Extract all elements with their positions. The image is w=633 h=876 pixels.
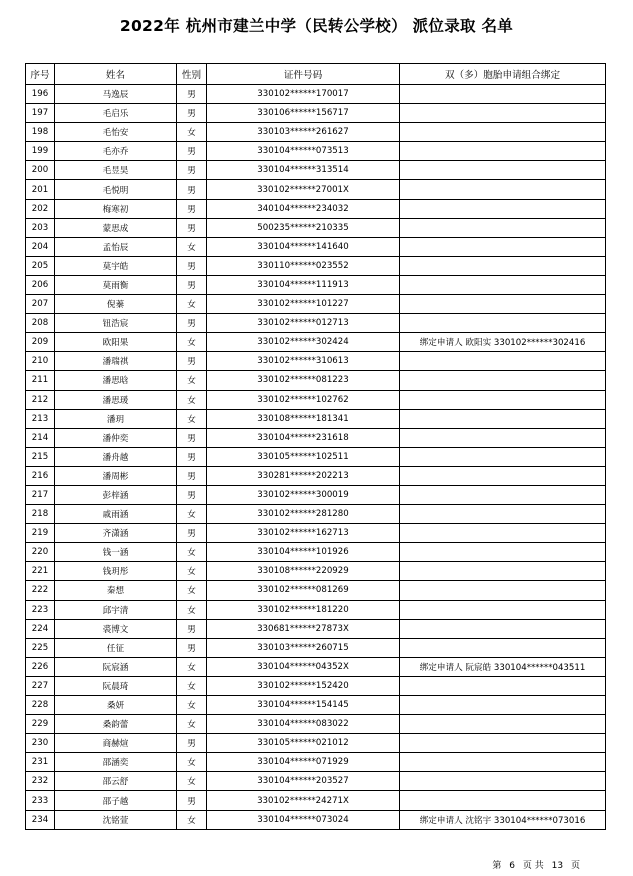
- header-twin-binding: 双（多）胞胎申请组合绑定: [400, 64, 606, 85]
- student-gender: 男: [177, 314, 207, 333]
- twin-binding: 绑定申请人 沈铭宇 330104******073016: [400, 810, 606, 829]
- twin-binding: [400, 466, 606, 485]
- student-id: 330102******101227: [207, 295, 400, 314]
- student-name: 裘博文: [55, 619, 177, 638]
- twin-binding: [400, 428, 606, 447]
- table-row: [26, 600, 606, 619]
- student-id: 330104******231618: [207, 428, 400, 447]
- row-number: 206: [26, 275, 55, 294]
- row-number: 200: [26, 161, 55, 180]
- student-gender: 女: [177, 237, 207, 256]
- row-number: 215: [26, 447, 55, 466]
- row-number: 210: [26, 352, 55, 371]
- student-id: 330105******021012: [207, 734, 400, 753]
- twin-binding: [400, 142, 606, 161]
- student-name: 莫雨衡: [55, 275, 177, 294]
- twin-binding: [400, 772, 606, 791]
- table-row: [26, 772, 606, 791]
- student-gender: 女: [177, 696, 207, 715]
- header-id-number: 证件号码: [207, 64, 400, 85]
- table-row: [26, 390, 606, 409]
- table-row: [26, 638, 606, 657]
- student-gender: 男: [177, 638, 207, 657]
- twin-binding: [400, 295, 606, 314]
- student-name: 戚雨涵: [55, 505, 177, 524]
- row-number: 217: [26, 485, 55, 504]
- table-row: [26, 161, 606, 180]
- table-row: [26, 275, 606, 294]
- table-row: [26, 485, 606, 504]
- student-gender: 女: [177, 371, 207, 390]
- student-id: 330102******081223: [207, 371, 400, 390]
- twin-binding: [400, 218, 606, 237]
- row-number: 231: [26, 753, 55, 772]
- row-number: 203: [26, 218, 55, 237]
- student-gender: 女: [177, 390, 207, 409]
- student-id: 330102******24271X: [207, 791, 400, 810]
- twin-binding: [400, 524, 606, 543]
- student-name: 潘舟越: [55, 447, 177, 466]
- student-id: 340104******234032: [207, 199, 400, 218]
- twin-binding: [400, 734, 606, 753]
- row-number: 204: [26, 237, 55, 256]
- student-gender: 男: [177, 485, 207, 504]
- student-name: 孟怡辰: [55, 237, 177, 256]
- student-gender: 女: [177, 295, 207, 314]
- student-gender: 男: [177, 791, 207, 810]
- row-number: 232: [26, 772, 55, 791]
- twin-binding: [400, 753, 606, 772]
- student-id: 330104******071929: [207, 753, 400, 772]
- row-number: 224: [26, 619, 55, 638]
- student-id: 330108******181341: [207, 409, 400, 428]
- student-id: 500235******210335: [207, 218, 400, 237]
- twin-binding: [400, 600, 606, 619]
- table-row: [26, 199, 606, 218]
- student-gender: 女: [177, 543, 207, 562]
- student-id: 330281******202213: [207, 466, 400, 485]
- twin-binding: [400, 791, 606, 810]
- row-number: 227: [26, 676, 55, 695]
- student-name: 阮晨琦: [55, 676, 177, 695]
- table-row: [26, 581, 606, 600]
- student-name: 彭梓涵: [55, 485, 177, 504]
- row-number: 216: [26, 466, 55, 485]
- twin-binding: [400, 256, 606, 275]
- student-name: 毛怡安: [55, 123, 177, 142]
- table-row: [26, 123, 606, 142]
- student-name: 潘瑞祺: [55, 352, 177, 371]
- table-row: [26, 428, 606, 447]
- student-gender: 女: [177, 676, 207, 695]
- student-gender: 男: [177, 180, 207, 199]
- twin-binding: [400, 314, 606, 333]
- student-name: 桑妍: [55, 696, 177, 715]
- student-id: 330104******073024: [207, 810, 400, 829]
- student-gender: 男: [177, 466, 207, 485]
- student-id: 330102******162713: [207, 524, 400, 543]
- student-gender: 男: [177, 256, 207, 275]
- table-row: [26, 142, 606, 161]
- table-row: [26, 256, 606, 275]
- twin-binding: [400, 619, 606, 638]
- student-gender: 男: [177, 142, 207, 161]
- twin-binding: [400, 696, 606, 715]
- student-name: 毛悦明: [55, 180, 177, 199]
- student-name: 邵涵奕: [55, 753, 177, 772]
- twin-binding: [400, 161, 606, 180]
- twin-binding: [400, 371, 606, 390]
- student-id: 330106******156717: [207, 104, 400, 123]
- student-name: 沈铭萱: [55, 810, 177, 829]
- student-id: 330102******170017: [207, 85, 400, 104]
- table-row: [26, 696, 606, 715]
- admission-table: [25, 63, 606, 830]
- row-number: 198: [26, 123, 55, 142]
- twin-binding: [400, 180, 606, 199]
- student-name: 马逸辰: [55, 85, 177, 104]
- student-id: 330105******102511: [207, 447, 400, 466]
- table-row: [26, 505, 606, 524]
- twin-binding: [400, 199, 606, 218]
- twin-binding: [400, 390, 606, 409]
- row-number: 230: [26, 734, 55, 753]
- student-gender: 男: [177, 104, 207, 123]
- student-name: 任征: [55, 638, 177, 657]
- student-name: 毛启乐: [55, 104, 177, 123]
- twin-binding: [400, 543, 606, 562]
- twin-binding: [400, 485, 606, 504]
- student-id: 330681******27873X: [207, 619, 400, 638]
- student-gender: 女: [177, 505, 207, 524]
- student-gender: 男: [177, 85, 207, 104]
- twin-binding: [400, 562, 606, 581]
- twin-binding: [400, 581, 606, 600]
- row-number: 199: [26, 142, 55, 161]
- table-row: [26, 295, 606, 314]
- student-name: 梅寒初: [55, 199, 177, 218]
- student-id: 330102******102762: [207, 390, 400, 409]
- table-row: [26, 676, 606, 695]
- student-name: 潘周彬: [55, 466, 177, 485]
- student-id: 330103******261627: [207, 123, 400, 142]
- student-id: 330104******04352X: [207, 657, 400, 676]
- table-header-row: [26, 64, 606, 85]
- student-gender: 女: [177, 600, 207, 619]
- table-row: [26, 180, 606, 199]
- student-gender: 男: [177, 524, 207, 543]
- student-gender: 男: [177, 218, 207, 237]
- student-id: 330102******27001X: [207, 180, 400, 199]
- table-row: [26, 409, 606, 428]
- page-footer: [487, 858, 580, 871]
- table-row: [26, 218, 606, 237]
- table-row: [26, 524, 606, 543]
- student-gender: 女: [177, 562, 207, 581]
- student-id: 330102******081269: [207, 581, 400, 600]
- student-id: 330102******012713: [207, 314, 400, 333]
- student-name: 邵云舒: [55, 772, 177, 791]
- student-id: 330104******101926: [207, 543, 400, 562]
- student-gender: 男: [177, 447, 207, 466]
- student-name: 潘玥: [55, 409, 177, 428]
- row-number: 197: [26, 104, 55, 123]
- table-row: [26, 734, 606, 753]
- twin-binding: [400, 409, 606, 428]
- row-number: 205: [26, 256, 55, 275]
- table-row: [26, 753, 606, 772]
- student-id: 330102******181220: [207, 600, 400, 619]
- table-row: [26, 352, 606, 371]
- student-name: 桑韵蕾: [55, 715, 177, 734]
- table-row: [26, 447, 606, 466]
- student-id: 330104******073513: [207, 142, 400, 161]
- row-number: 219: [26, 524, 55, 543]
- header-name: 姓名: [55, 64, 177, 85]
- twin-binding: [400, 275, 606, 294]
- twin-binding: 绑定申请人 欧阳实 330102******302416: [400, 333, 606, 352]
- student-name: 邵子越: [55, 791, 177, 810]
- table-row: [26, 543, 606, 562]
- student-gender: 女: [177, 123, 207, 142]
- student-gender: 男: [177, 734, 207, 753]
- student-name: 潘思瑗: [55, 390, 177, 409]
- student-name: 蒙思成: [55, 218, 177, 237]
- student-id: 330102******300019: [207, 485, 400, 504]
- twin-binding: [400, 352, 606, 371]
- student-id: 330104******154145: [207, 696, 400, 715]
- twin-binding: [400, 447, 606, 466]
- student-gender: 女: [177, 753, 207, 772]
- table-row: [26, 810, 606, 829]
- student-gender: 男: [177, 352, 207, 371]
- twin-binding: [400, 505, 606, 524]
- footer-page: 6: [509, 861, 516, 871]
- row-number: 214: [26, 428, 55, 447]
- student-id: 330102******152420: [207, 676, 400, 695]
- header-gender: 性别: [177, 64, 207, 85]
- row-number: 225: [26, 638, 55, 657]
- table-row: [26, 562, 606, 581]
- student-name: 邱宇清: [55, 600, 177, 619]
- student-name: 毛昱昊: [55, 161, 177, 180]
- row-number: 202: [26, 199, 55, 218]
- student-name: 毛亦乔: [55, 142, 177, 161]
- row-number: 223: [26, 600, 55, 619]
- twin-binding: [400, 715, 606, 734]
- table-row: [26, 371, 606, 390]
- row-number: 221: [26, 562, 55, 581]
- student-name: 钱玥彤: [55, 562, 177, 581]
- row-number: 212: [26, 390, 55, 409]
- student-gender: 男: [177, 161, 207, 180]
- student-name: 阮宸涵: [55, 657, 177, 676]
- table-row: [26, 85, 606, 104]
- row-number: 201: [26, 180, 55, 199]
- student-gender: 女: [177, 715, 207, 734]
- footer-mid: 页 共: [522, 861, 544, 871]
- twin-binding: [400, 123, 606, 142]
- row-number: 211: [26, 371, 55, 390]
- table-row: [26, 715, 606, 734]
- student-gender: 男: [177, 428, 207, 447]
- student-name: 齐潇涵: [55, 524, 177, 543]
- student-gender: 女: [177, 657, 207, 676]
- student-name: 钮浩宸: [55, 314, 177, 333]
- student-gender: 女: [177, 409, 207, 428]
- student-name: 商赫煊: [55, 734, 177, 753]
- row-number: 213: [26, 409, 55, 428]
- student-id: 330104******083022: [207, 715, 400, 734]
- student-gender: 女: [177, 772, 207, 791]
- student-id: 330103******260715: [207, 638, 400, 657]
- footer-prefix: 第: [492, 861, 502, 871]
- student-name: 倪蓁: [55, 295, 177, 314]
- row-number: 229: [26, 715, 55, 734]
- student-id: 330104******141640: [207, 237, 400, 256]
- student-name: 钱一涵: [55, 543, 177, 562]
- table-row: [26, 466, 606, 485]
- row-number: 220: [26, 543, 55, 562]
- header-number: 序号: [26, 64, 55, 85]
- twin-binding: 绑定申请人 阮宸皓 330104******043511: [400, 657, 606, 676]
- student-id: 330102******281280: [207, 505, 400, 524]
- row-number: 228: [26, 696, 55, 715]
- student-id: 330104******313514: [207, 161, 400, 180]
- table-row: [26, 237, 606, 256]
- student-id: 330102******310613: [207, 352, 400, 371]
- student-id: 330104******111913: [207, 275, 400, 294]
- table-row: [26, 333, 606, 352]
- twin-binding: [400, 638, 606, 657]
- row-number: 218: [26, 505, 55, 524]
- row-number: 208: [26, 314, 55, 333]
- twin-binding: [400, 85, 606, 104]
- student-name: 潘仲奕: [55, 428, 177, 447]
- twin-binding: [400, 104, 606, 123]
- student-id: 330110******023552: [207, 256, 400, 275]
- student-id: 330108******220929: [207, 562, 400, 581]
- row-number: 196: [26, 85, 55, 104]
- row-number: 207: [26, 295, 55, 314]
- student-name: 秦想: [55, 581, 177, 600]
- student-name: 潘思晗: [55, 371, 177, 390]
- student-gender: 女: [177, 581, 207, 600]
- student-gender: 女: [177, 333, 207, 352]
- row-number: 226: [26, 657, 55, 676]
- table-row: [26, 791, 606, 810]
- footer-suffix: 页: [570, 861, 580, 871]
- row-number: 233: [26, 791, 55, 810]
- footer-total: 13: [551, 861, 564, 871]
- student-gender: 男: [177, 619, 207, 638]
- student-name: 莫宇皓: [55, 256, 177, 275]
- student-id: 330104******203527: [207, 772, 400, 791]
- table-row: [26, 619, 606, 638]
- twin-binding: [400, 676, 606, 695]
- row-number: 234: [26, 810, 55, 829]
- row-number: 209: [26, 333, 55, 352]
- table-row: [26, 314, 606, 333]
- student-name: 欧阳果: [55, 333, 177, 352]
- student-gender: 男: [177, 275, 207, 294]
- table-row: [26, 657, 606, 676]
- twin-binding: [400, 237, 606, 256]
- student-gender: 男: [177, 199, 207, 218]
- table-row: [26, 104, 606, 123]
- student-id: 330102******302424: [207, 333, 400, 352]
- document-title: 2022年 杭州市建兰中学（民转公学校） 派位录取 名单: [119, 17, 514, 35]
- student-gender: 女: [177, 810, 207, 829]
- row-number: 222: [26, 581, 55, 600]
